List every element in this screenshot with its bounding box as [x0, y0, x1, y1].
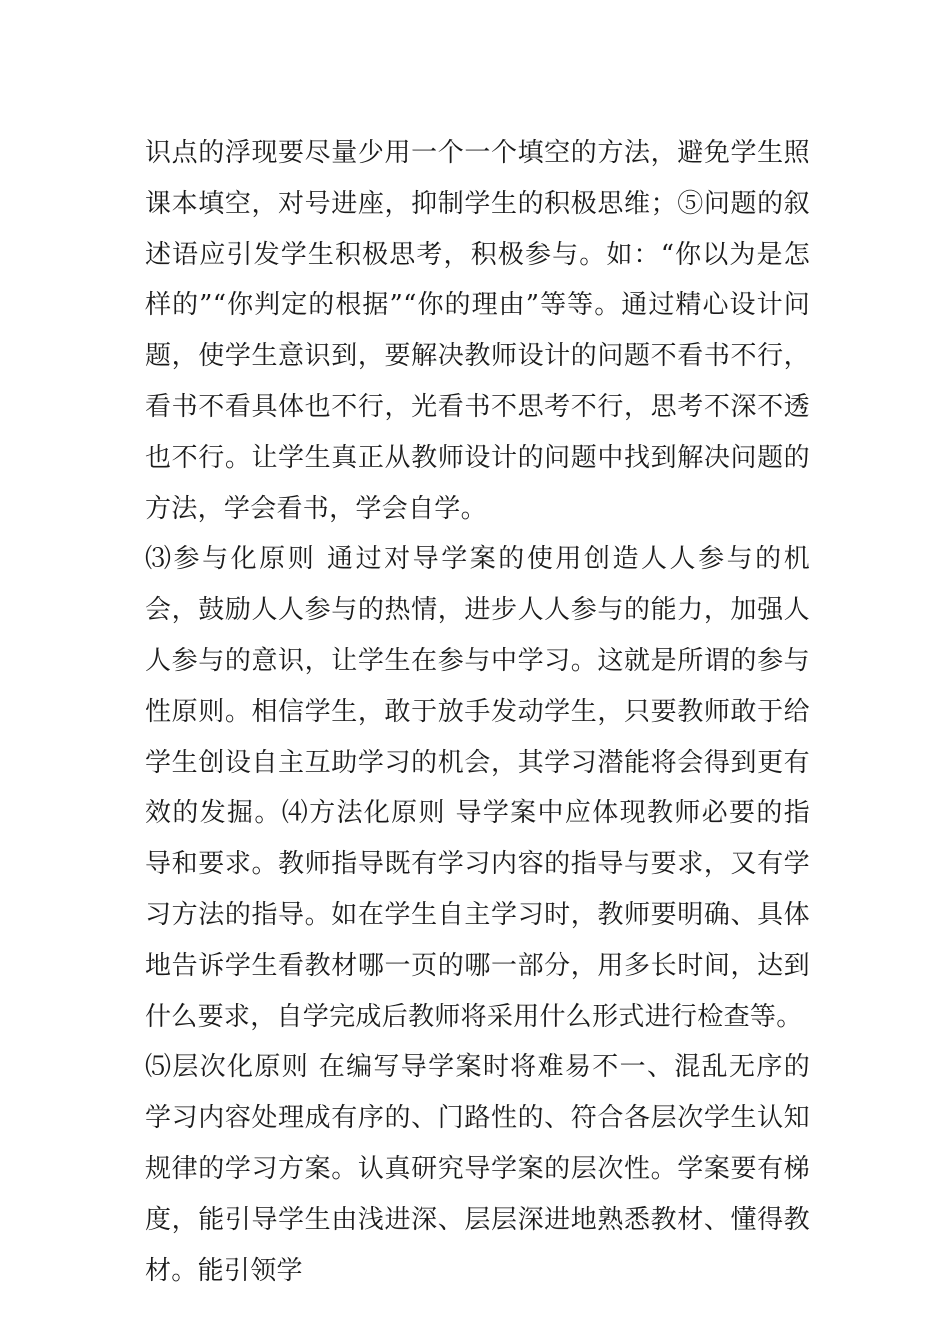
paragraph-1: 识点的浮现要尽量少用一个一个填空的方法，避免学生照课本填空，对号进座，抑制学生的积极思维；⑤问题的叙述语应引发学生积极思考，积极参与。如：“你以为是怎样的”“你判定的根据”“你的理由”等等。通过精心设计问题，使学生意识到，要解决教师设计的问题不看书不行，看书不看具体也不行，光看书不思考不行，思考不深不透也不行。让学生真正从教师设计的问题中找到解决问题的方法，学会看书，学会自学。 [145, 138, 810, 524]
paragraph-3: ⑸层次化原则 在编写导学案时将难易不一、混乱无序的学习内容处理成有序的、门路性的、符合各层次学生认知规律的学习方案。认真研究导学案的层次性。学案要有梯度，能引导学生由浅进深、层层深进地熟悉教材、懂得教材。能引领学 [145, 1052, 810, 1286]
paragraph-2: ⑶参与化原则 通过对导学案的使用创造人人参与的机会，鼓励人人参与的热情，进步人人参与的能力，加强人人参与的意识，让学生在参与中学习。这就是所谓的参与性原则。相信学生，敢于放手发动学生，只要教师敢于给学生创设自主互助学习的机会，其学习潜能将会得到更有效的发掘。⑷方法化原则 导学案中应体现教师必要的指导和要求。教师指导既有学习内容的指导与要求，又有学习方法的指导。如在学生自主学习时，教师要明确、具体地告诉学生看教材哪一页的哪一部分，用多长时间，达到什么要求，自学完成后教师将采用什么形式进行检查等。 [145, 544, 810, 1032]
body-text [145, 128, 810, 1296]
